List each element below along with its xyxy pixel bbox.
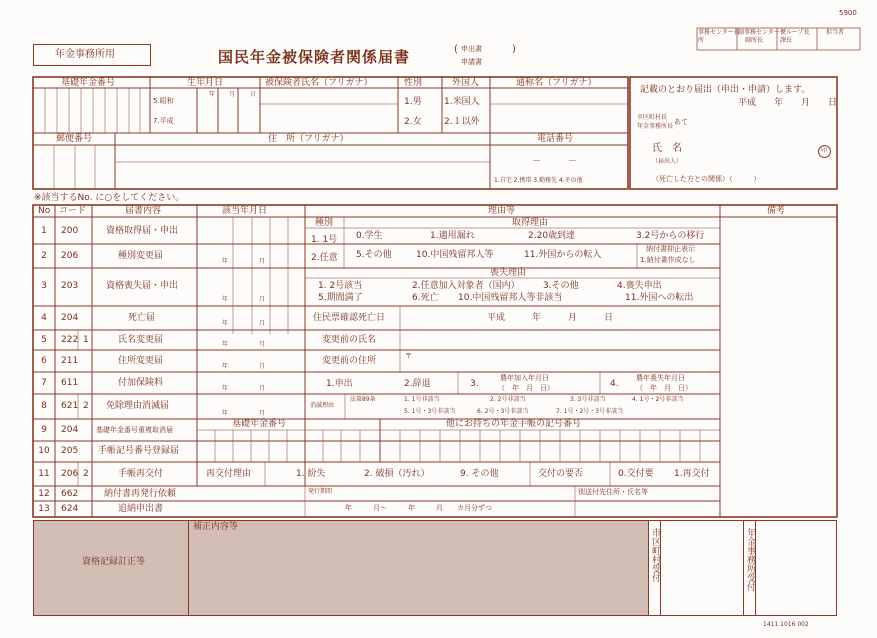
row-code: 621 — [61, 401, 79, 411]
name-label: 被保険者氏名（フリガナ） — [265, 78, 373, 88]
noufu-nashi[interactable]: 1.納付書作成なし — [640, 256, 696, 264]
footer-code: 1411 1016 002 — [763, 621, 809, 628]
title-paren-2: 申請書 — [461, 58, 482, 66]
phone-dashes: － － — [532, 157, 578, 167]
shutoku-label: 取得理由 — [512, 218, 549, 228]
ate: あて — [674, 118, 688, 126]
birth-showa[interactable]: 5.昭和 — [153, 97, 174, 105]
col-code: コード — [59, 206, 87, 216]
row-code: 203 — [61, 281, 79, 291]
row-no[interactable]: 8 — [41, 401, 47, 411]
row-code: 222 — [61, 335, 79, 345]
phone-options[interactable]: 1.自宅 2.携帯 3.勤務先 4.その他 — [494, 177, 583, 184]
issue-opt[interactable]: 0.交付要 — [618, 469, 654, 479]
city-recv: 市区町村受付 — [650, 528, 660, 582]
form-code: 5900 — [839, 9, 857, 17]
birth-d: 日 — [250, 91, 257, 98]
date-m: 月 — [259, 258, 266, 265]
foreigner-2[interactable]: 2.１以外 — [444, 117, 480, 127]
stamp-1b: 所 — [698, 37, 705, 44]
birth-label: 生年月日 — [187, 78, 224, 88]
fuka-4[interactable]: 4. — [610, 379, 619, 389]
row-label: 種別変更届 — [118, 251, 164, 261]
postal-label: 郵便番号 — [56, 134, 93, 144]
row-label: 納付書再発行依頼 — [104, 489, 177, 499]
r2-opt[interactable]: 10.中国残留邦人等 — [416, 250, 494, 260]
row-code: 611 — [61, 378, 79, 388]
row-sub: 1 — [83, 335, 89, 345]
fuka-1[interactable]: 1.申出 — [326, 379, 353, 389]
row-code: 200 — [61, 226, 79, 236]
col-reason: 理由等 — [488, 206, 516, 216]
col-remarks: 備考 — [767, 206, 786, 216]
r3-opt[interactable]: 2.任意加入対象者（国内） — [412, 281, 520, 291]
period-val: 年 月～ 年 月 カ月分ずつ — [345, 504, 492, 512]
col-no: No — [38, 206, 51, 216]
title-paren-close: ) — [512, 44, 516, 55]
r3-opt[interactable]: 11.外国への転出 — [625, 293, 694, 303]
declare-text: 記載のとおり届出（申出・申請）します。 — [640, 85, 811, 95]
date-m: 月 — [259, 410, 266, 417]
reissue-opt[interactable]: 1. 紛失 — [296, 469, 326, 479]
birth-y: 年 — [209, 91, 216, 98]
birth-heisei[interactable]: 7.平成 — [153, 117, 174, 125]
row-no[interactable]: 3 — [41, 281, 47, 291]
r1-opt[interactable]: 0.学生 — [356, 231, 383, 241]
row-label: 死亡届 — [128, 313, 156, 323]
sex-female[interactable]: 2.女 — [404, 117, 422, 127]
instruction: ※該当するNo. に○をしてください。 — [34, 193, 185, 203]
foreigner-1[interactable]: 1.米国人 — [444, 97, 480, 107]
title-paren-1: 申出書 — [461, 45, 482, 53]
address-sep: 別送付先住所・氏名等 — [578, 488, 648, 496]
row-code: 662 — [61, 489, 79, 499]
need-issue: 交付の要否 — [538, 469, 584, 479]
seal-icon: 印 — [821, 147, 828, 154]
postal-mark: 〒 — [405, 352, 412, 360]
divider — [648, 520, 649, 616]
row-label: 付加保険料 — [118, 378, 164, 388]
divider — [660, 520, 661, 616]
phone-label: 電話番号 — [537, 134, 574, 144]
office-label: 年金事務所用 — [55, 49, 115, 60]
divider — [188, 520, 189, 616]
row-no[interactable]: 4 — [41, 313, 47, 323]
r1-opt[interactable]: 3.2号からの移行 — [636, 231, 705, 241]
correction-label: 資格記録訂正等 — [82, 557, 146, 567]
title-paren-open: ( — [454, 44, 458, 55]
row-no[interactable]: 6 — [41, 356, 47, 366]
prev-name: 変更前の氏名 — [322, 335, 377, 345]
date-y: 年 — [222, 410, 229, 417]
row-no[interactable]: 10 — [38, 446, 50, 456]
date-y: 年 — [222, 363, 229, 370]
address-label: 住 所（フリガナ） — [268, 134, 349, 144]
col-content: 届書内容 — [125, 206, 162, 216]
to-city: 市区町村長 — [637, 114, 668, 121]
mens-opt[interactable]: 4. 1号・2号非該当 — [632, 396, 684, 403]
fuka-3-label: 農年加入年月日 — [500, 374, 549, 382]
page-title: 国民年金被保険者関係届書 — [218, 48, 411, 66]
mens-opt[interactable]: 3. 3号非該当 — [570, 396, 606, 403]
kiso-no-label: 基礎年金番号 — [61, 78, 116, 88]
fuka-4-val: （ 年 月 日） — [636, 384, 692, 392]
date-y: 年 — [222, 385, 229, 392]
type-1[interactable]: 1. 1号 — [311, 235, 338, 245]
declare-date: 平成 年 月 日 — [738, 98, 838, 108]
row-no[interactable]: 7 — [41, 378, 47, 388]
divider — [755, 520, 756, 616]
r3-opt[interactable]: 1. 2号該当 — [318, 281, 363, 291]
correction-box — [33, 520, 837, 616]
r3-opt[interactable]: 10.中国残留邦人等非該当 — [458, 293, 563, 303]
kiso-no-2: 基礎年金番号 — [232, 419, 287, 429]
stamp-3b: 課長 — [780, 37, 793, 44]
todokede-label: （届出人） — [652, 158, 683, 165]
fuka-3-val: （ 年 月 日） — [498, 384, 554, 392]
row-sub: 2 — [83, 469, 89, 479]
row-label: 免除理由消滅届 — [106, 401, 170, 411]
foreigner-label: 外国人 — [452, 78, 480, 88]
reissue-opt[interactable]: 9. その他 — [460, 469, 499, 479]
row-label: 手帳記号番号登録届 — [98, 446, 180, 456]
date-y: 年 — [222, 296, 229, 303]
row-no[interactable]: 2 — [41, 251, 47, 261]
reissue-reason: 再交付理由 — [206, 469, 252, 479]
noufu-hyoji: 納付書抑止表示 — [646, 245, 695, 253]
r1-opt[interactable]: 1.適用漏れ — [430, 231, 475, 241]
stamp-1: 事務センター長 — [698, 29, 740, 36]
date-m: 月 — [259, 320, 266, 327]
r2-opt[interactable]: 5.その他 — [356, 250, 392, 260]
divider — [743, 520, 744, 616]
date-y: 年 — [222, 341, 229, 348]
r3-opt[interactable]: 3.その他 — [543, 281, 579, 291]
row-code: 205 — [61, 446, 79, 456]
row-label: 氏名変更届 — [118, 335, 164, 345]
date-m: 月 — [259, 296, 266, 303]
row-label: 資格喪失届・申出 — [106, 281, 179, 291]
row-no[interactable]: 13 — [38, 504, 50, 514]
other-books: 他にお持ちの年金手帳の記号番号 — [446, 419, 582, 429]
stamp-4: 担当者 — [826, 29, 845, 36]
row-no[interactable]: 1 — [41, 226, 47, 236]
date-m: 月 — [259, 341, 266, 348]
row-code: 206 — [61, 469, 79, 479]
fuka-2[interactable]: 2.辞退 — [404, 379, 431, 389]
row-label: 手帳再交付 — [118, 469, 164, 479]
houki-label: 法第89条 — [350, 396, 376, 403]
alias-label: 通称名（フリガナ） — [516, 78, 597, 88]
row-no[interactable]: 9 — [41, 425, 47, 435]
row-sub: 2 — [83, 401, 89, 411]
reissue-opt[interactable]: 2. 破損（汚れ） — [364, 469, 430, 479]
row-label: 基礎年金番号重複取消届 — [96, 426, 173, 434]
row-label: 住所変更届 — [118, 356, 164, 366]
sex-male[interactable]: 1.男 — [404, 97, 422, 107]
r3-opt[interactable]: 6.死亡 — [412, 293, 439, 303]
shometsu-label: 消滅理由 — [310, 402, 335, 409]
row-no[interactable]: 12 — [38, 489, 50, 499]
fuka-3[interactable]: 3. — [470, 379, 479, 389]
mens-opt[interactable]: 6. 2号・3号非該当 — [477, 408, 529, 415]
mens-opt[interactable]: 7. 1号・2号・3号非該当 — [556, 408, 624, 415]
date-m: 月 — [259, 385, 266, 392]
hosei-label: 補正内容等 — [193, 522, 239, 532]
birth-m: 月 — [229, 91, 236, 98]
mens-opt[interactable]: 1. 1号非該当 — [404, 396, 440, 403]
row-code: 624 — [61, 504, 79, 514]
shubetsu-label: 種別 — [315, 218, 334, 228]
issue-opt[interactable]: 1.再交付 — [674, 469, 710, 479]
row-label: 資格取得届・申出 — [106, 226, 179, 236]
period-label: 発行期間 — [308, 488, 333, 495]
col-date: 該当年月日 — [222, 206, 268, 216]
row-code: 206 — [61, 251, 79, 261]
row-no[interactable]: 5 — [41, 335, 47, 345]
stamp-2b: 副所長 — [745, 37, 764, 44]
type-2[interactable]: 2.任意 — [311, 253, 338, 263]
date-y: 年 — [222, 320, 229, 327]
death-confirm: 住民票確認死亡日 — [313, 313, 386, 323]
stamp-2: 副事務センター長 — [738, 29, 786, 36]
to-office: 年金事務所長 — [637, 123, 674, 130]
shimei-label: 氏 名 — [652, 143, 682, 154]
r3-opt[interactable]: 4.喪失申出 — [617, 281, 662, 291]
office-recv: 年金事務所受付 — [745, 528, 755, 591]
row-code: 204 — [61, 425, 79, 435]
row-code: 204 — [61, 313, 79, 323]
r1-opt[interactable]: 2.20歳到達 — [528, 231, 576, 241]
mens-opt[interactable]: 5. 1号・3号非該当 — [404, 408, 456, 415]
stamp-3: グループ長 — [780, 29, 810, 36]
r2-opt[interactable]: 11.外国からの転入 — [524, 250, 602, 260]
prev-address: 変更前の住所 — [322, 356, 377, 366]
mens-opt[interactable]: 2. 2号非該当 — [490, 396, 526, 403]
relation-label: （死亡した方との関係）（ ） — [652, 175, 761, 183]
fuka-4-label: 農年喪失年月日 — [636, 374, 685, 382]
sex-label: 性別 — [404, 78, 423, 88]
date-y: 年 — [222, 258, 229, 265]
date-m: 月 — [259, 363, 266, 370]
row-label: 追納申出書 — [118, 504, 164, 514]
row-no[interactable]: 11 — [38, 469, 50, 479]
row-code: 211 — [61, 356, 79, 366]
soushitsu-label: 喪失理由 — [490, 268, 527, 278]
death-date: 平成 年 月 日 — [487, 313, 614, 323]
r3-opt[interactable]: 5.期間満了 — [318, 293, 363, 303]
